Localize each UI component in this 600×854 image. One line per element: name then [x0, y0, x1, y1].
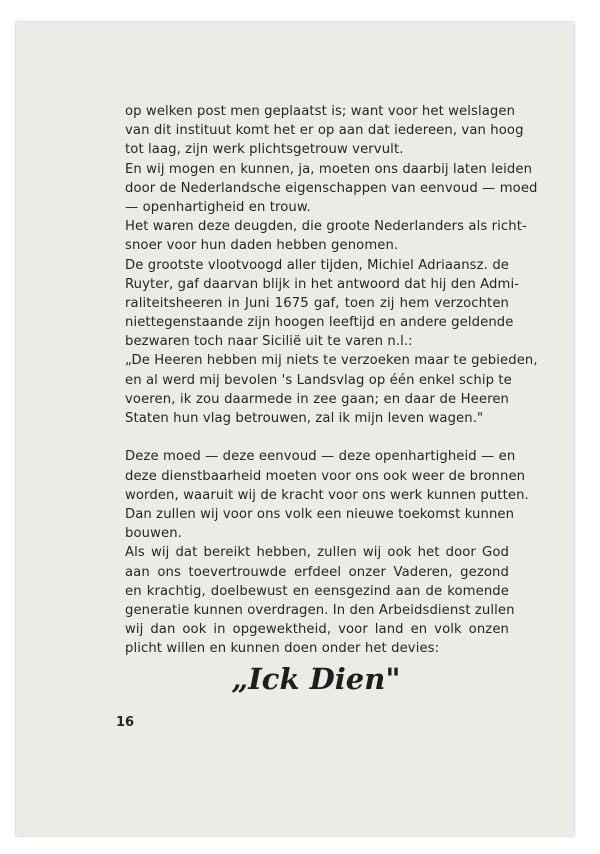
text-line: En wij mogen en kunnen, ja, moeten ons daarbij laten leiden — [125, 161, 533, 177]
text-line: Staten hun vlag betrouwen, zal ik mijn leven wagen." — [125, 411, 484, 426]
text-line: niettegenstaande zijn hoogen leeftijd en andere geldende — [125, 315, 514, 331]
text-line: raliteitsheeren in Juni 1675 gaf, toen zij hem verzochten — [125, 295, 509, 311]
text-line: op welken post men geplaatst is; want voor het welslagen — [125, 104, 516, 119]
body-text — [125, 102, 538, 658]
text-line: voeren, ik zou daarmede in zee gaan; en daar de Heeren — [125, 391, 509, 407]
paragraph-gap — [125, 428, 509, 447]
text-line: worden, waaruit wij de kracht voor ons werk kunnen putten. — [125, 487, 529, 503]
text-line: generatie kunnen overdragen. In den Arbeidsdienst zullen — [125, 602, 515, 618]
text-line: Deze moed — deze eenvoud — deze openhartigheid — en — [125, 449, 516, 465]
text-line: bouwen. — [125, 526, 182, 542]
text-line: bezwaren toch naar Sicilië uit te varen n.l.: — [125, 334, 413, 350]
text-line: plicht willen en kunnen doen onder het devies: — [125, 641, 440, 657]
text-line: van dit instituut komt het er op aan dat iedereen, van hoog — [125, 123, 524, 139]
motto: „Ick Dien" — [231, 662, 401, 696]
text-line: en al werd mij bevolen 's Landsvlag op één enkel schip te — [125, 372, 512, 388]
text-line: Het waren deze deugden, die groote Nederlanders als richt- — [125, 219, 527, 235]
text-line: door de Nederlandsche eigenschappen van eenvoud — moed — [125, 180, 538, 196]
text-line: tot laag, zijn werk plichtsgetrouw vervult. — [125, 142, 404, 158]
text-line: aan ons toevertrouwde erfdeel onzer Vaderen, gezond — [125, 564, 509, 580]
text-line: — openhartigheid en trouw. — [125, 199, 311, 215]
text-line: Dan zullen wij voor ons volk een nieuwe toekomst kunnen — [125, 506, 515, 522]
book-page — [16, 22, 574, 836]
text-line: deze dienstbaarheid moeten voor ons ook weer de bronnen — [125, 468, 526, 484]
text-line: snoer voor hun daden hebben genomen. — [125, 238, 399, 254]
text-line: en krachtig, doelbewust en eensgezind aan de komende — [125, 583, 509, 599]
text-line: Ruyter, gaf daarvan blijk in het antwoord dat hij den Admi- — [125, 276, 520, 292]
page-number: 16 — [116, 715, 135, 730]
text-line: De grootste vlootvoogd aller tijden, Michiel Adriaansz. de — [125, 257, 509, 273]
text-line: Als wij dat bereikt hebben, zullen wij ook het door God — [125, 545, 509, 561]
text-line: „De Heeren hebben mij niets te verzoeken maar te gebieden, — [125, 353, 538, 369]
text-line: wij dan ook in opgewektheid, voor land en volk onzen — [125, 622, 509, 638]
